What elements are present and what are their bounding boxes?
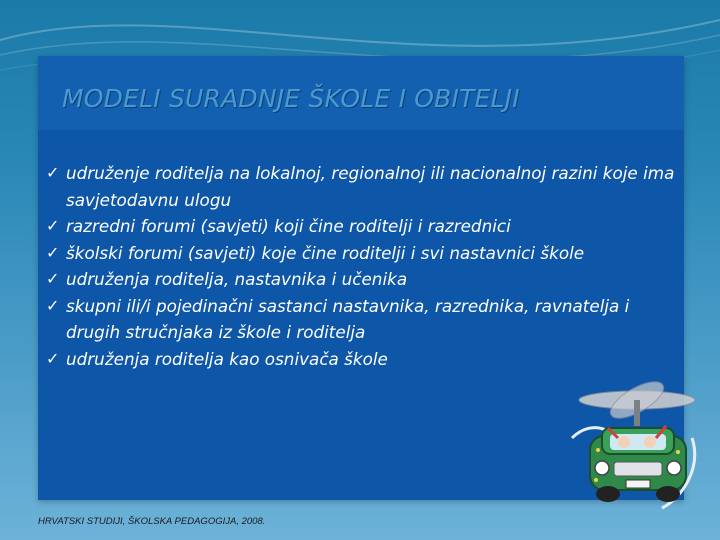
bullet-item [46, 213, 676, 240]
bullet-list [46, 160, 676, 372]
slide-title: MODELI SURADNJE ŠKOLE I OBITELJI [62, 84, 520, 113]
check-icon: ✓ [46, 216, 60, 235]
check-icon: ✓ [46, 242, 60, 262]
bullet-text: udruženja roditelja, nastavnika i učenika [66, 269, 408, 289]
bullet-text: školski forumi (savjeti) koje čine roditelji i svi nastavnici škole [66, 242, 585, 263]
bullet-item [46, 346, 676, 373]
bullet-text: skupni ili/i pojedinačni sastanci nastavnika, razrednika, ravnatelja i drugih stručnjaka iz škole i roditelja [66, 295, 630, 342]
bullet-text: udruženje roditelja na lokalnoj, regionalnoj ili nacionalnoj razini koje ima savjetodavnu ulogu [66, 163, 675, 210]
check-icon: ✓ [46, 348, 60, 368]
bullet-text: razredni forumi (savjeti) koji čine roditelji i razrednici [66, 216, 511, 236]
bullet-item [46, 160, 676, 213]
check-icon: ✓ [46, 295, 60, 315]
bullet-text: udruženja roditelja kao osnivača škole [66, 348, 388, 369]
bullet-item [46, 293, 676, 346]
check-icon: ✓ [46, 269, 60, 288]
car-cartoon-image [562, 378, 712, 528]
check-icon: ✓ [46, 163, 60, 182]
bullet-item [46, 240, 676, 267]
footer-credit: HRVATSKI STUDIJI, ŠKOLSKA PEDAGOGIJA, 2008. [38, 516, 266, 527]
bullet-item [46, 266, 676, 293]
